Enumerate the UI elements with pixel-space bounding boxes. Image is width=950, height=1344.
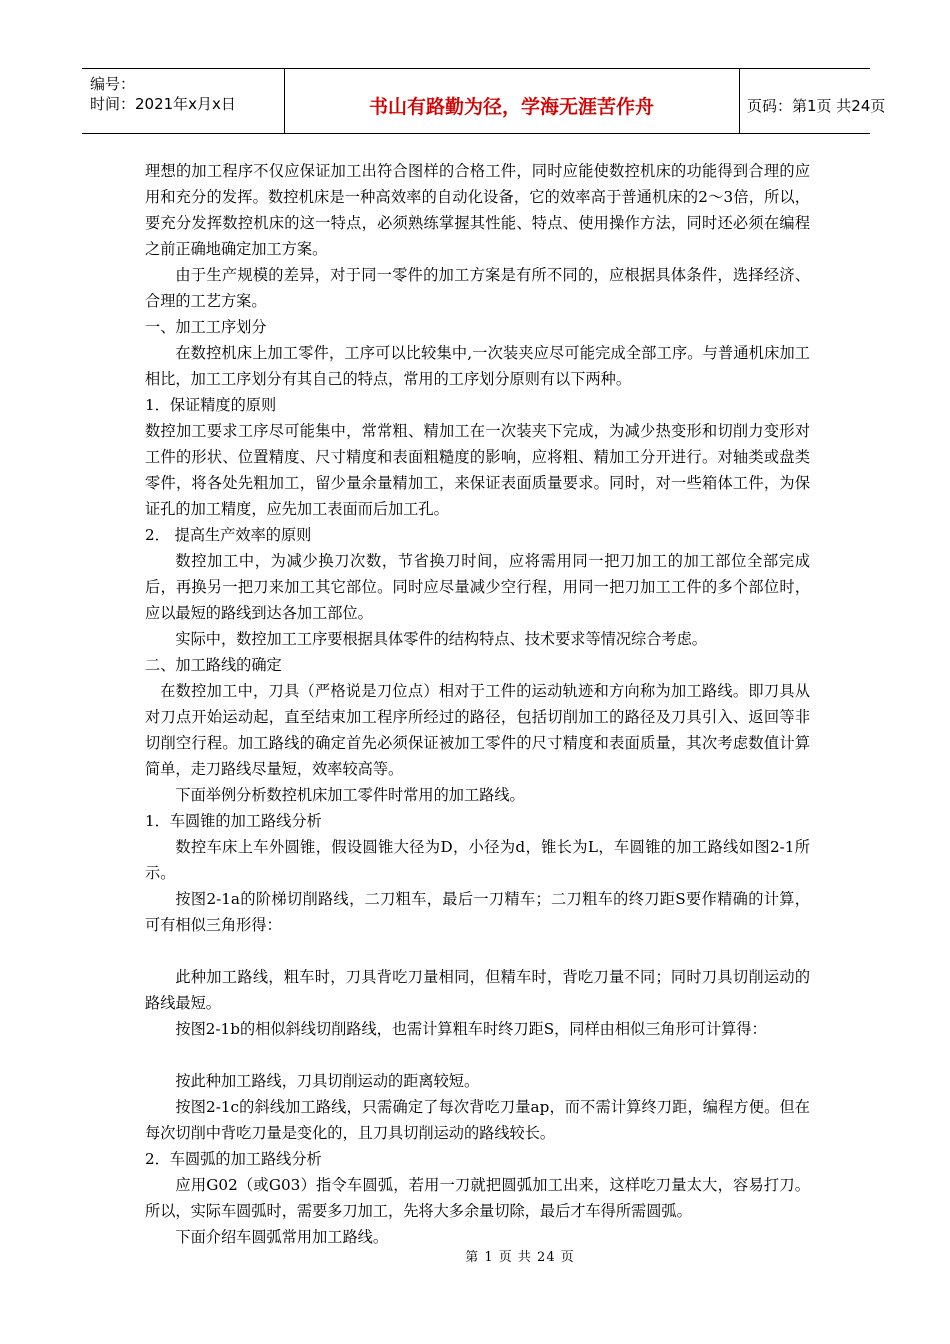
page-footer	[0, 1246, 950, 1265]
document-date: 时间：2021年x月x日	[90, 95, 236, 113]
paragraph: 实际中，数控加工工序要根据具体零件的结构特点、技术要求等情况综合考虑。	[175, 630, 707, 648]
header-meta-cell	[82, 69, 285, 133]
paragraph: 下面介绍车圆弧常用加工路线。	[175, 1228, 389, 1246]
header-table	[82, 68, 886, 134]
subsection-heading: 1．车圆锥的加工路线分析	[145, 812, 322, 830]
page-info: 页码：第1页 共24页	[747, 97, 886, 115]
formula-gap	[145, 938, 810, 964]
paragraph: 在数控机床上加工零件，工序可以比较集中,一次装夹应尽可能完成全部工序。与普通机床加工相比，加工工序划分有其自己的特点，常用的工序划分原则有以下两种。	[145, 344, 810, 388]
paragraph: 下面举例分析数控机床加工零件时常用的加工路线。	[175, 786, 525, 804]
section-heading: 一、加工工序划分	[145, 318, 267, 336]
subsection-heading: 2． 提高生产效率的原则	[145, 526, 312, 544]
paragraph: 在数控加工中，刀具（严格说是刀位点）相对于工件的运动轨迹和方向称为加工路线。即刀具从对刀点开始运动起，直至结束加工程序所经过的路径，包括切削加工的路径及刀具引入、返回等非切削空行程。加工路线的确定首先必须保证被加工零件的尺寸精度和表面质量，其次考虑数值计算简单，走刀路线尽量短，效率较高等。	[145, 682, 810, 778]
header-page-cell	[739, 69, 886, 133]
document-body	[145, 158, 810, 1250]
paragraph: 此种加工路线，粗车时，刀具背吃刀量相同，但精车时，背吃刀量不同；同时刀具切削运动的路线最短。	[145, 968, 810, 1012]
subsection-heading: 2．车圆弧的加工路线分析	[145, 1150, 322, 1168]
paragraph: 按此种加工路线，刀具切削运动的距离较短。	[175, 1072, 480, 1090]
paragraph: 按图2-1a的阶梯切削路线，二刀粗车，最后一刀精车；二刀粗车的终刀距S要作精确的计算，可有相似三角形得：	[145, 890, 810, 934]
motto: 书山有路勤为径，学海无涯苦作舟	[368, 96, 654, 118]
header-motto-cell	[284, 69, 740, 133]
section-heading: 二、加工路线的确定	[145, 656, 282, 674]
paragraph: 由于生产规模的差异，对于同一零件的加工方案是有所不同的，应根据具体条件，选择经济、合理的工艺方案。	[145, 266, 810, 310]
document-number: 编号：	[90, 75, 136, 93]
footer-page-number: 第 1 页 共 24 页	[465, 1250, 575, 1265]
paragraph: 数控加工要求工序尽可能集中，常常粗、精加工在一次装夹下完成，为减少热变形和切削力变形对工件的形状、位置精度、尺寸精度和表面粗糙度的影响，应将粗、精加工分开进行。对轴类或盘类零件，将各处先粗加工，留少量余量精加工，来保证表面质量要求。同时，对一些箱体工件，为保证孔的加工精度，应先加工表面而后加工孔。	[145, 422, 810, 518]
paragraph: 按图2-1b的相似斜线切削路线，也需计算粗车时终刀距S，同样由相似三角形可计算得：	[175, 1020, 767, 1038]
formula-gap	[145, 1042, 810, 1068]
subsection-heading: 1．保证精度的原则	[145, 396, 277, 414]
paragraph: 按图2-1c的斜线加工路线，只需确定了每次背吃刀量ap，而不需计算终刀距，编程方便。但在每次切削中背吃刀量是变化的，且刀具切削运动的路线较长。	[145, 1098, 810, 1142]
paragraph: 应用G02（或G03）指令车圆弧，若用一刀就把圆弧加工出来，这样吃刀量太大，容易打刀。所以，实际车圆弧时，需要多刀加工，先将大多余量切除，最后才车得所需圆弧。	[145, 1176, 810, 1220]
paragraph: 理想的加工程序不仅应保证加工出符合图样的合格工件，同时应能使数控机床的功能得到合理的应用和充分的发挥。数控机床是一种高效率的自动化设备，它的效率高于普通机床的2～3倍，所以，要充分发挥数控机床的这一特点，必须熟练掌握其性能、特点、使用操作方法，同时还必须在编程之前正确地确定加工方案。	[145, 162, 810, 258]
paragraph: 数控车床上车外圆锥，假设圆锥大径为D，小径为d，锥长为L，车圆锥的加工路线如图2-1所示。	[145, 838, 810, 882]
paragraph: 数控加工中，为减少换刀次数，节省换刀时间，应将需用同一把刀加工的加工部位全部完成后，再换另一把刀来加工其它部位。同时应尽量减少空行程，用同一把刀加工工件的多个部位时，应以最短的路线到达各加工部位。	[145, 552, 810, 622]
